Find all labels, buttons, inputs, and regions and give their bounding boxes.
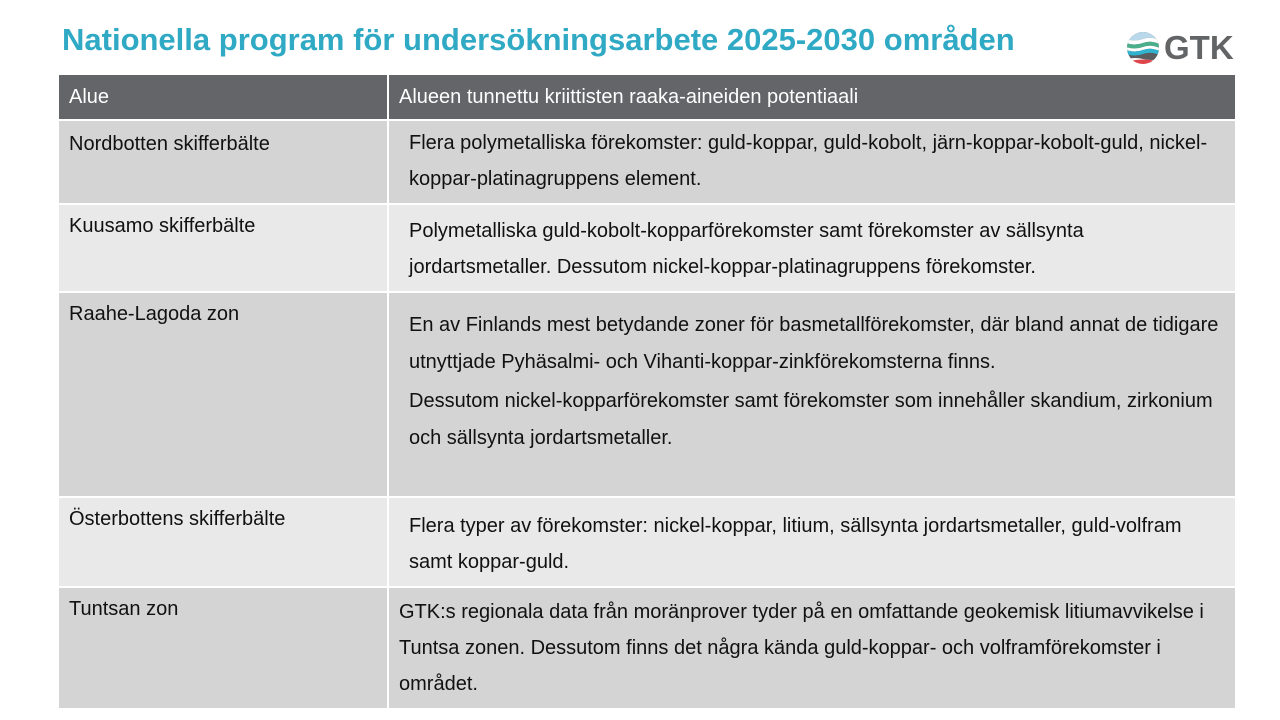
potential-cell <box>388 120 1236 204</box>
potential-text: Flera typer av förekomster: nickel-koppar, litium, sällsynta jordartsmetaller, guld-volfram samt koppar-guld. <box>409 515 1182 573</box>
areas-table <box>59 75 1237 710</box>
potential-text: Flera polymetalliska förekomster: guld-koppar, guld-kobolt, järn-koppar-kobolt-guld, nickel-koppar-platinagruppens element. <box>409 132 1208 190</box>
area-cell: Nordbotten skifferbälte <box>59 120 388 204</box>
area-cell: Raahe-Lagoda zon <box>59 292 388 497</box>
table-header-row <box>59 75 1236 120</box>
table-row <box>59 120 1236 204</box>
potential-cell <box>388 204 1236 292</box>
column-header-potential: Alueen tunnettu kriittisten raaka-aineiden potentiaali <box>388 75 1236 120</box>
table-row <box>59 497 1236 587</box>
gtk-globe-icon <box>1126 31 1160 65</box>
table-row <box>59 204 1236 292</box>
gtk-logo <box>1126 28 1252 68</box>
column-header-area: Alue <box>59 75 388 120</box>
potential-cell <box>388 587 1236 709</box>
potential-cell <box>388 292 1236 497</box>
table-row <box>59 587 1236 709</box>
table-row <box>59 292 1236 497</box>
slide-title: Nationella program för undersökningsarbete 2025-2030 områden <box>62 22 1015 57</box>
area-cell: Kuusamo skifferbälte <box>59 204 388 292</box>
area-cell: Tuntsan zon <box>59 587 388 709</box>
area-cell: Österbottens skifferbälte <box>59 497 388 587</box>
potential-cell <box>388 497 1236 587</box>
potential-text: Polymetalliska guld-kobolt-kopparförekomster samt förekomster av sällsynta jordartsmetaller. Dessutom nickel-koppar-platinagruppens förekomster. <box>409 220 1084 278</box>
potential-text: En av Finlands mest betydande zoner för basmetallförekomster, där bland annat de tidigare utnyttjade Pyhäsalmi- och Vihanti-koppar-zinkförekomsterna finns. <box>409 314 1219 373</box>
potential-text: Dessutom nickel-kopparförekomster samt förekomster som innehåller skandium, zirkonium och sällsynta jordartsmetaller. <box>409 390 1213 449</box>
potential-text: GTK:s regionala data från moränprover tyder på en omfattande geokemisk litiumavvikelse i Tuntsa zonen. Dessutom finns det några kända guld-koppar- och volframförekomster i området. <box>399 601 1204 695</box>
logo-text: GTK <box>1164 29 1234 66</box>
